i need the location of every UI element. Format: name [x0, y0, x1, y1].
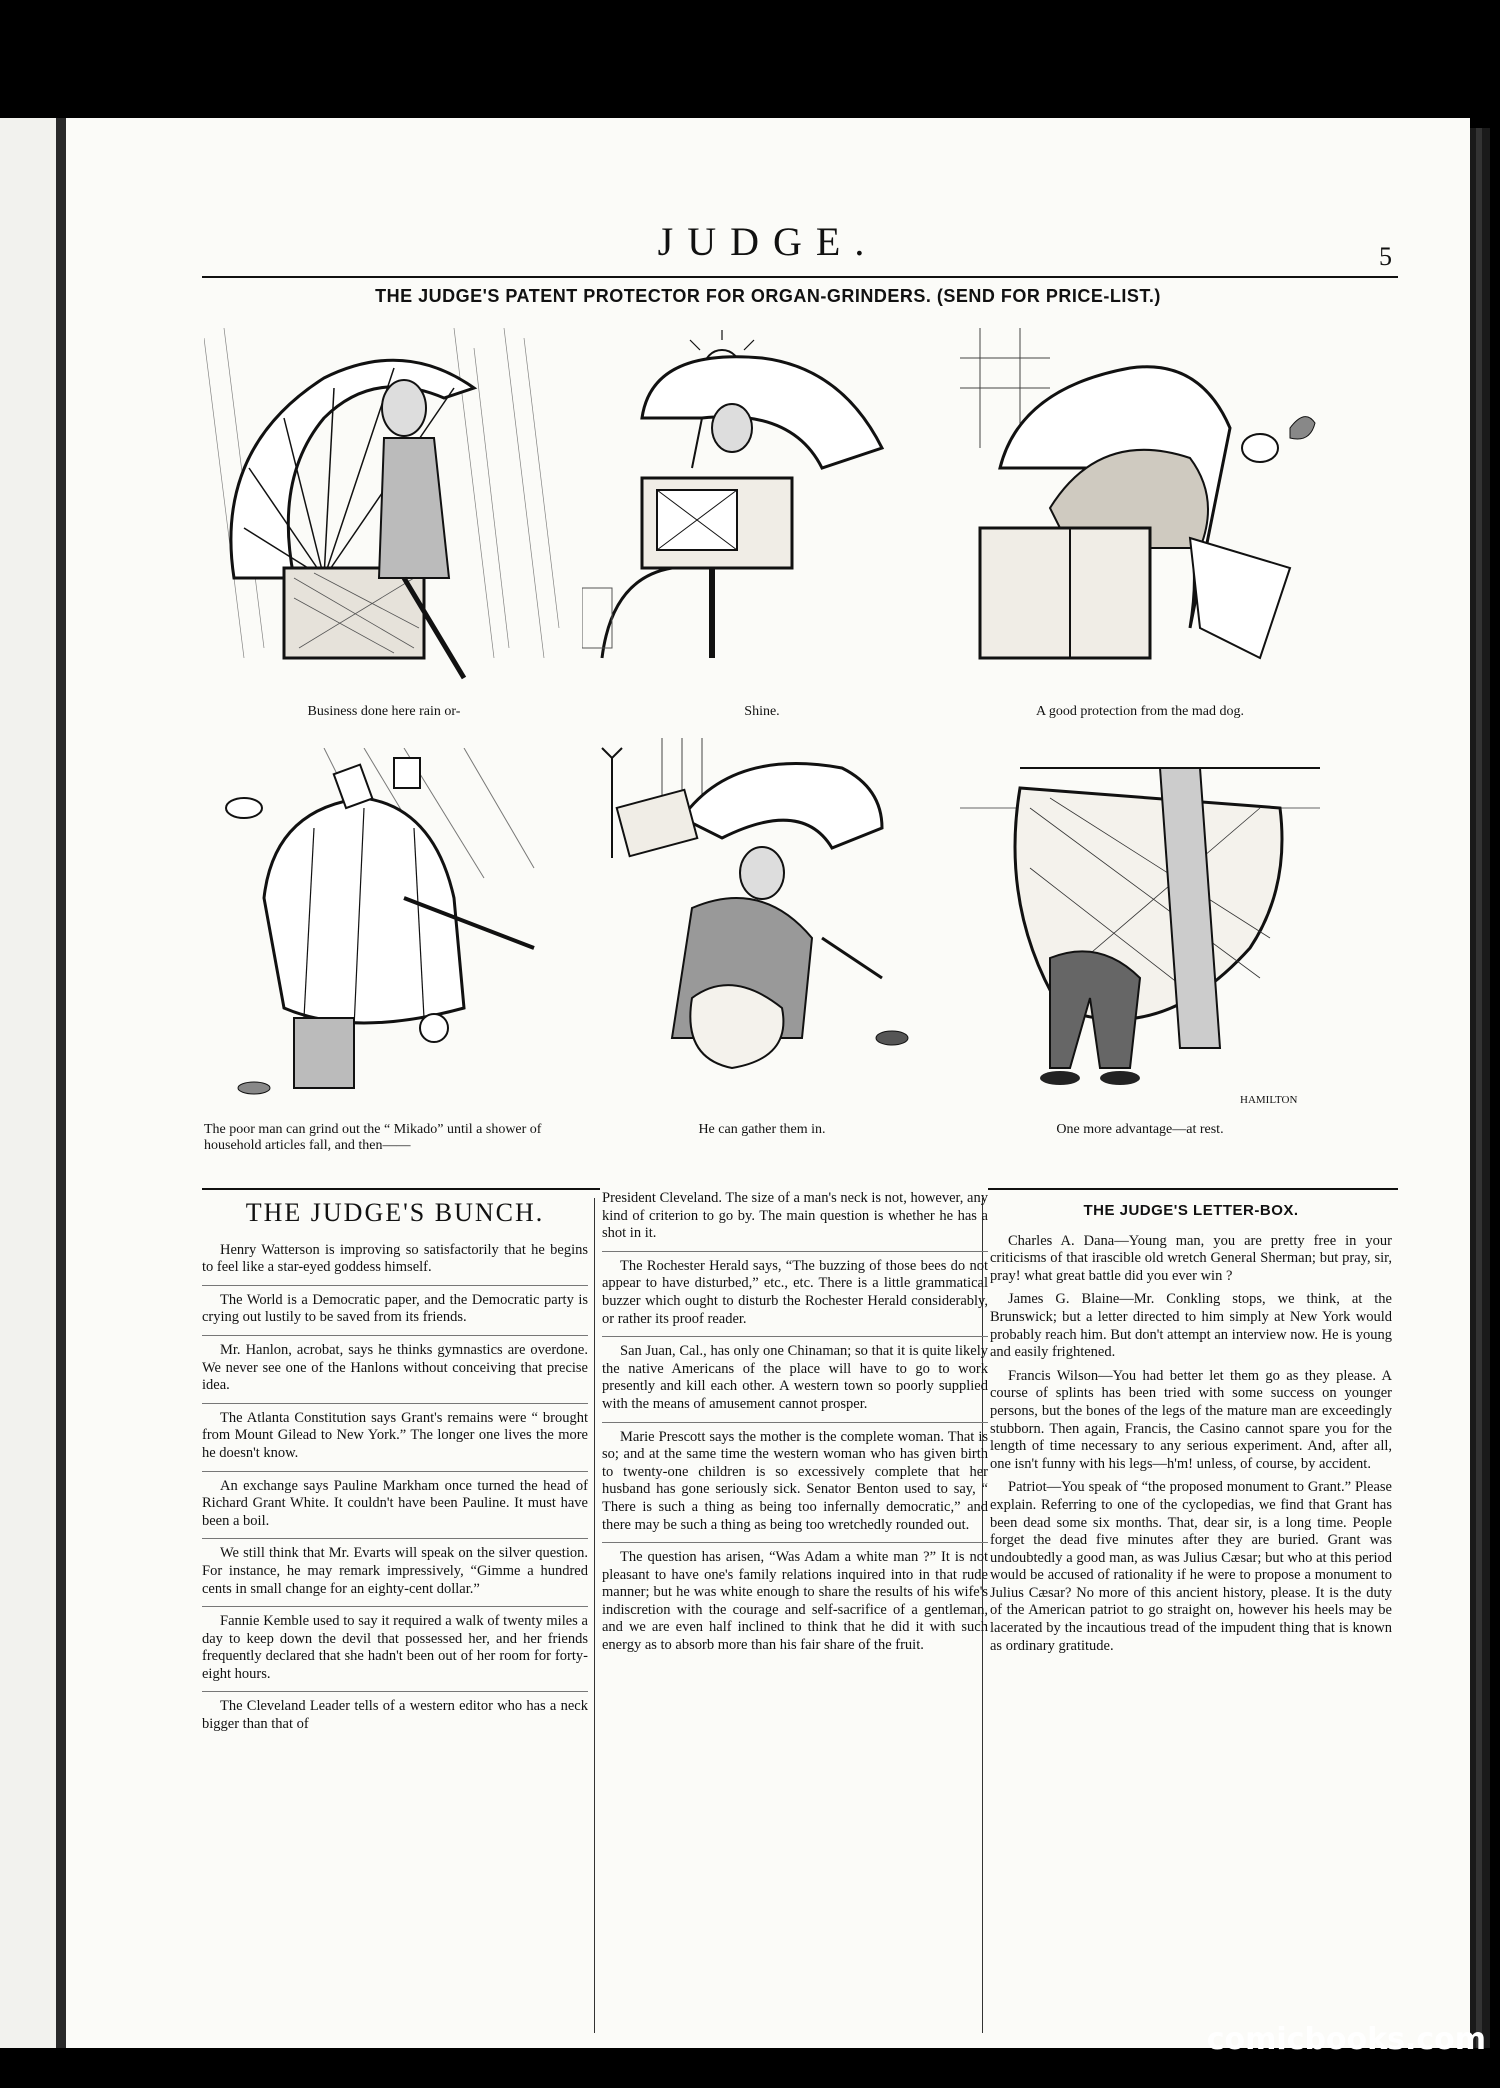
letter-reply: Patriot—You speak of “the proposed monument to Grant.” Please explain. Referring to one of the cyclopedias, we find that Grant has been dead some six months. That, dear sir, is a long time. People forget the dead five minutes after they are buried. Grant was undoubtedly a good man, as was Julius Cæsar; but who at this period would be accused of rationality if he were to propose a monument to Julius Cæsar? No more of this ancient history, please. It is the duty of the American patriot to go straight on, however his heels may be lacerated by the incautious tread of the impudent thing that is known as ordinary gratitude. — [990, 1479, 1392, 1654]
paragraph: Henry Watterson is improving so satisfactorily that he begins to feel like a star-eyed goddess himself. — [202, 1236, 588, 1286]
panel-6-caption: One more advantage—at rest. — [1056, 1122, 1224, 1137]
paragraph: Fannie Kemble used to say it required a walk of twenty miles a day to keep down the devil that possessed her, and her friends frequently declared that she hadn't been out of her room for forty-eight hours. — [202, 1607, 588, 1692]
paragraph: An exchange says Pauline Markham once turned the head of Richard Grant White. It couldn't have been Pauline. It must have been a boil. — [202, 1472, 588, 1540]
paragraph: Mr. Hanlon, acrobat, says he thinks gymnastics are overdone. We never see one of the Hanlons without conceiving that precise idea. — [202, 1336, 588, 1404]
watermark: comicbooks.com — [1206, 2022, 1486, 2057]
column-heading: THE JUDGE'S LETTER-BOX. — [1083, 1202, 1299, 1219]
paragraph: The Atlanta Constitution says Grant's remains were “ brought from Mount Gilead to New York.” The longer one lives the more he doesn't know. — [202, 1404, 588, 1472]
judges-bunch-column — [202, 1194, 588, 1742]
page-number: 5 — [1379, 242, 1392, 271]
paragraph: President Cleveland. The size of a man's neck is not, however, any kind of criterion to go by. The main question is whether he has a shot in it. — [602, 1184, 988, 1252]
cartoon-panel-3 — [960, 328, 1320, 698]
section-rule-left — [202, 1188, 600, 1190]
cartoon-panel-1 — [204, 328, 564, 698]
panel-4-caption: The poor man can grind out the “ Mikado” until a shower of household articles fall, and then—— — [204, 1122, 542, 1153]
masthead: JUDGE. — [657, 219, 879, 264]
letter-box-column — [990, 1194, 1392, 1658]
cartoon-panel-6 — [960, 748, 1320, 1118]
column-heading: THE JUDGE'S BUNCH. — [245, 1198, 545, 1227]
column-divider-1 — [594, 1198, 595, 2033]
letter-reply: Francis Wilson—You had better let them go as they please. A course of splints has been tried with some success on younger persons, but the bones of the legs of the mature man are exceedingly stubborn. Then again, Francis, the Casino cannot spare you for the length of time necessary to any serious experiment. And, after all, one isn't funny with his legs—h'm! unless, of course, by accident. — [990, 1367, 1392, 1472]
previous-page-edge — [0, 118, 56, 2048]
artist-signature: HAMILTON — [1240, 1094, 1298, 1106]
middle-column — [602, 1184, 988, 1663]
panel-1-caption: Business done here rain or- — [307, 704, 461, 719]
panel-illustration-shine — [582, 328, 942, 698]
paragraph: The Cleveland Leader tells of a western editor who has a neck bigger than that of — [202, 1698, 588, 1733]
section-rule-right — [988, 1188, 1398, 1190]
header-rule — [202, 276, 1398, 278]
magazine-page — [66, 118, 1470, 2048]
paragraph: The World is a Democratic paper, and the Democratic party is crying out lustily to be saved from its friends. — [202, 1286, 588, 1336]
letter-reply: Charles A. Dana—Young man, you are pretty free in your criticisms of that irascible old wretch General Sherman; but pray, sir, pray! what great battle did you ever win ? — [990, 1232, 1392, 1284]
page-gutter — [56, 118, 66, 2048]
paragraph: The Rochester Herald says, “The buzzing of those bees do not appear to have disturbed,” etc., etc. There is a little grammatical buzzer which ought to disturb the Rochester Herald considerably, or rather its proof reader. — [602, 1252, 988, 1337]
cartoon-panel-4 — [204, 748, 564, 1118]
letter-reply: James G. Blaine—Mr. Conkling stops, we think, at the Brunswick; but a letter directed to him simply at New York would probably reach him. But don't attempt an interview now. He is young and easily frightened. — [990, 1291, 1392, 1361]
panel-illustration-gathering — [582, 738, 942, 1108]
panel-illustration-mad-dog — [960, 328, 1320, 698]
panel-2-caption: Shine. — [744, 704, 780, 719]
panel-illustration-rain — [204, 328, 564, 698]
cartoon-panel-2 — [582, 328, 942, 698]
paragraph: We still think that Mr. Evarts will speak on the silver question. For instance, he may remark impressively, “Gimme a hundred cents in small change for an eighty-cent dollar.” — [202, 1539, 588, 1607]
panel-5-caption: He can gather them in. — [698, 1122, 826, 1137]
paragraph: San Juan, Cal., has only one Chinaman; so that it is quite likely the native Americans of the place will have to go to work presently and kill each other. A western town so poorly supplied with the means of amusement cannot prosper. — [602, 1337, 988, 1422]
panel-3-caption: A good protection from the mad dog. — [1035, 704, 1245, 719]
panel-illustration-at-rest — [960, 748, 1320, 1118]
cartoon-title: THE JUDGE'S PATENT PROTECTOR FOR ORGAN-GRINDERS. (SEND FOR PRICE-LIST.) — [375, 286, 1161, 306]
paragraph: The question has arisen, “Was Adam a white man ?” It is not pleasant to have one's family relations inquired into in that rude manner; but he was white enough to share the results of his wife's indiscretion with the courage and self-sacrifice of a gentleman, and we are even half inclined to think that he did it with such energy as to absorb more than his fair share of the fruit. — [602, 1549, 988, 1654]
panel-illustration-household-articles — [204, 748, 564, 1118]
paragraph: Marie Prescott says the mother is the complete woman. That is so; and at the same time the western woman who has given birth to twenty-one children is so excessively complete that her husband has gone seriously sick. Senator Benton used to say, “ There is such a thing as being too infernally democratic,” and there may be such a thing as being too wretchedly rounded out. — [602, 1423, 988, 1544]
binding-spine-inner — [1476, 128, 1482, 2048]
cartoon-panel-5 — [582, 738, 942, 1108]
